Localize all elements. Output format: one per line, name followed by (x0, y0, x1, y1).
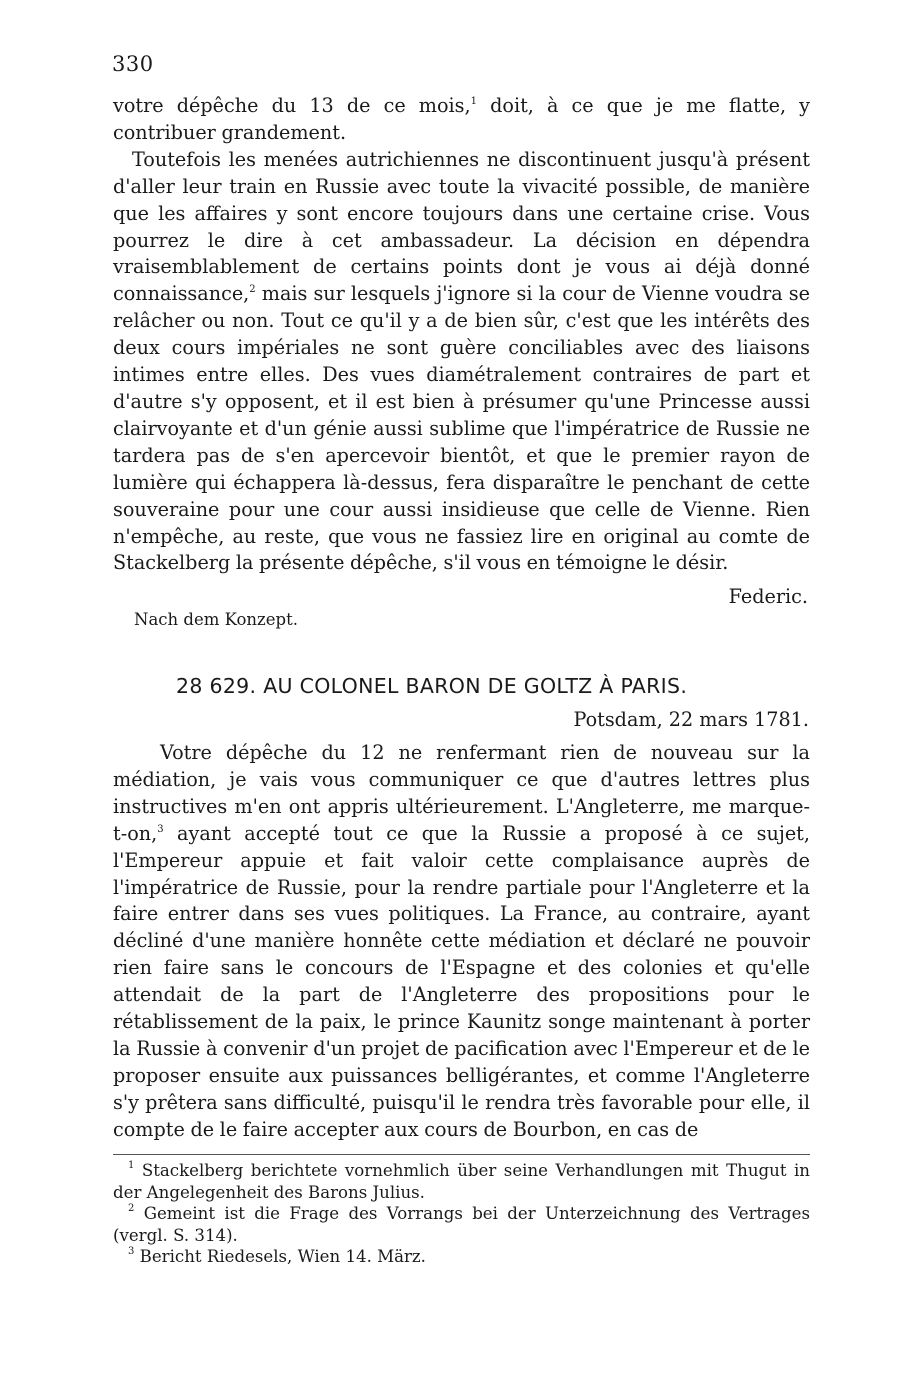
footnote-ref-1: 1 (470, 96, 478, 107)
letter-title: AU COLONEL BARON DE GOLTZ À PARIS. (263, 674, 688, 698)
signature: Federic. (728, 585, 808, 608)
letter-number: 28 629. (176, 674, 257, 698)
paragraph: Toutefois les menées autrichiennes ne discontinuent jusqu'à présent d'aller leur train en Russie avec toute la vivacité possible, de manière que les affaires y sont encore toujours dans une certaine crise. Vous pourrez le dire à cet ambassadeur. La décision en dépendra vraisemblablement de certains points dont je vous ai déjà donné connaissance,$^2$ mais sur lesquels j'ignore si la cour de Vienne voudra se relâcher ou non. Tout ce qu'il y a de bien sûr, c'est que les intérêts des deux cours impériales ne sont guère conciliables avec des liaisons intimes entre elles. Des vues diamétralement contraires de part et d'autre s'y opposent, et il est bien à présumer qu'une Princesse aussi clairvoyante et d'un génie aussi sublime que l'impératrice de Russie ne tardera pas de s'en apercevoir bientôt, et que le premier rayon de lumière qui échappera là-dessus, fera disparaître le penchant de cette souveraine pour une cour aussi insidieuse que celle de Vienne. Rien n'empêche, au reste, que vous ne fassiez lire en original au comte de Stackelberg la présente dépêche, s'il vous en témoigne le désir. (113, 147, 810, 575)
letter-body (113, 740, 810, 1144)
place-date: Potsdam, 22 mars 1781. (573, 708, 809, 731)
footnote-divider (113, 1154, 810, 1155)
continuation-text (113, 93, 810, 577)
paragraph: Votre dépêche du 12 ne renfermant rien de nouveau sur la médiation, je vais vous communiquer ce que d'autres lettres plus instructives m'en ont appris ultérieurement. L'Angleterre, me marque-t-on,$^3$ ayant accepté tout ce que la Russie a proposé à ce sujet, l'Empereur appuie et fait valoir cette complaisance auprès de l'impératrice de Russie, pour la rendre partiale pour l'Angleterre et la faire entrer dans ses vues politiques. La France, au contraire, ayant décliné d'une manière honnête cette médiation et déclaré ne pouvoir rien faire sans le concours de l'Espagne et des colonies et qu'elle attendait de la part de l'Angleterre des propositions pour le rétablissement de la paix, le prince Kaunitz songe maintenant à porter la Russie à convenir d'un projet de pacification avec l'Empereur et de le proposer ensuite aux puissances belligérantes, et comme l'Angleterre s'y prêtera sans difficulté, puisqu'il le rendra très favorable pour elle, il compte de le faire accepter aux cours de Bourbon, en cas de (113, 741, 810, 1141)
footnotes (113, 1160, 810, 1268)
footnote: $^2$ Gemeint ist die Frage des Vorrangs bei der Unterzeichnung des Vertrages (vergl. S. 314). (113, 1203, 810, 1245)
footnote: $^3$ Bericht Riedesels, Wien 14. März. (128, 1246, 426, 1267)
page-number: 330 (112, 52, 154, 76)
footnote: $^1$ Stackelberg berichtete vornehmlich über seine Verhandlungen mit Thugut in der Angelegenheit des Barons Julius. (113, 1160, 810, 1202)
footnote-ref-2: 2 (249, 284, 256, 296)
source-note: Nach dem Konzept. (134, 610, 298, 629)
letter-heading (176, 674, 687, 698)
paragraph-continued: votre dépêche du 13 de ce mois,$^1$ doit, à ce que je me flatte, y contribuer grandement. (113, 94, 810, 144)
footnote-ref-3: 3 (157, 823, 164, 835)
